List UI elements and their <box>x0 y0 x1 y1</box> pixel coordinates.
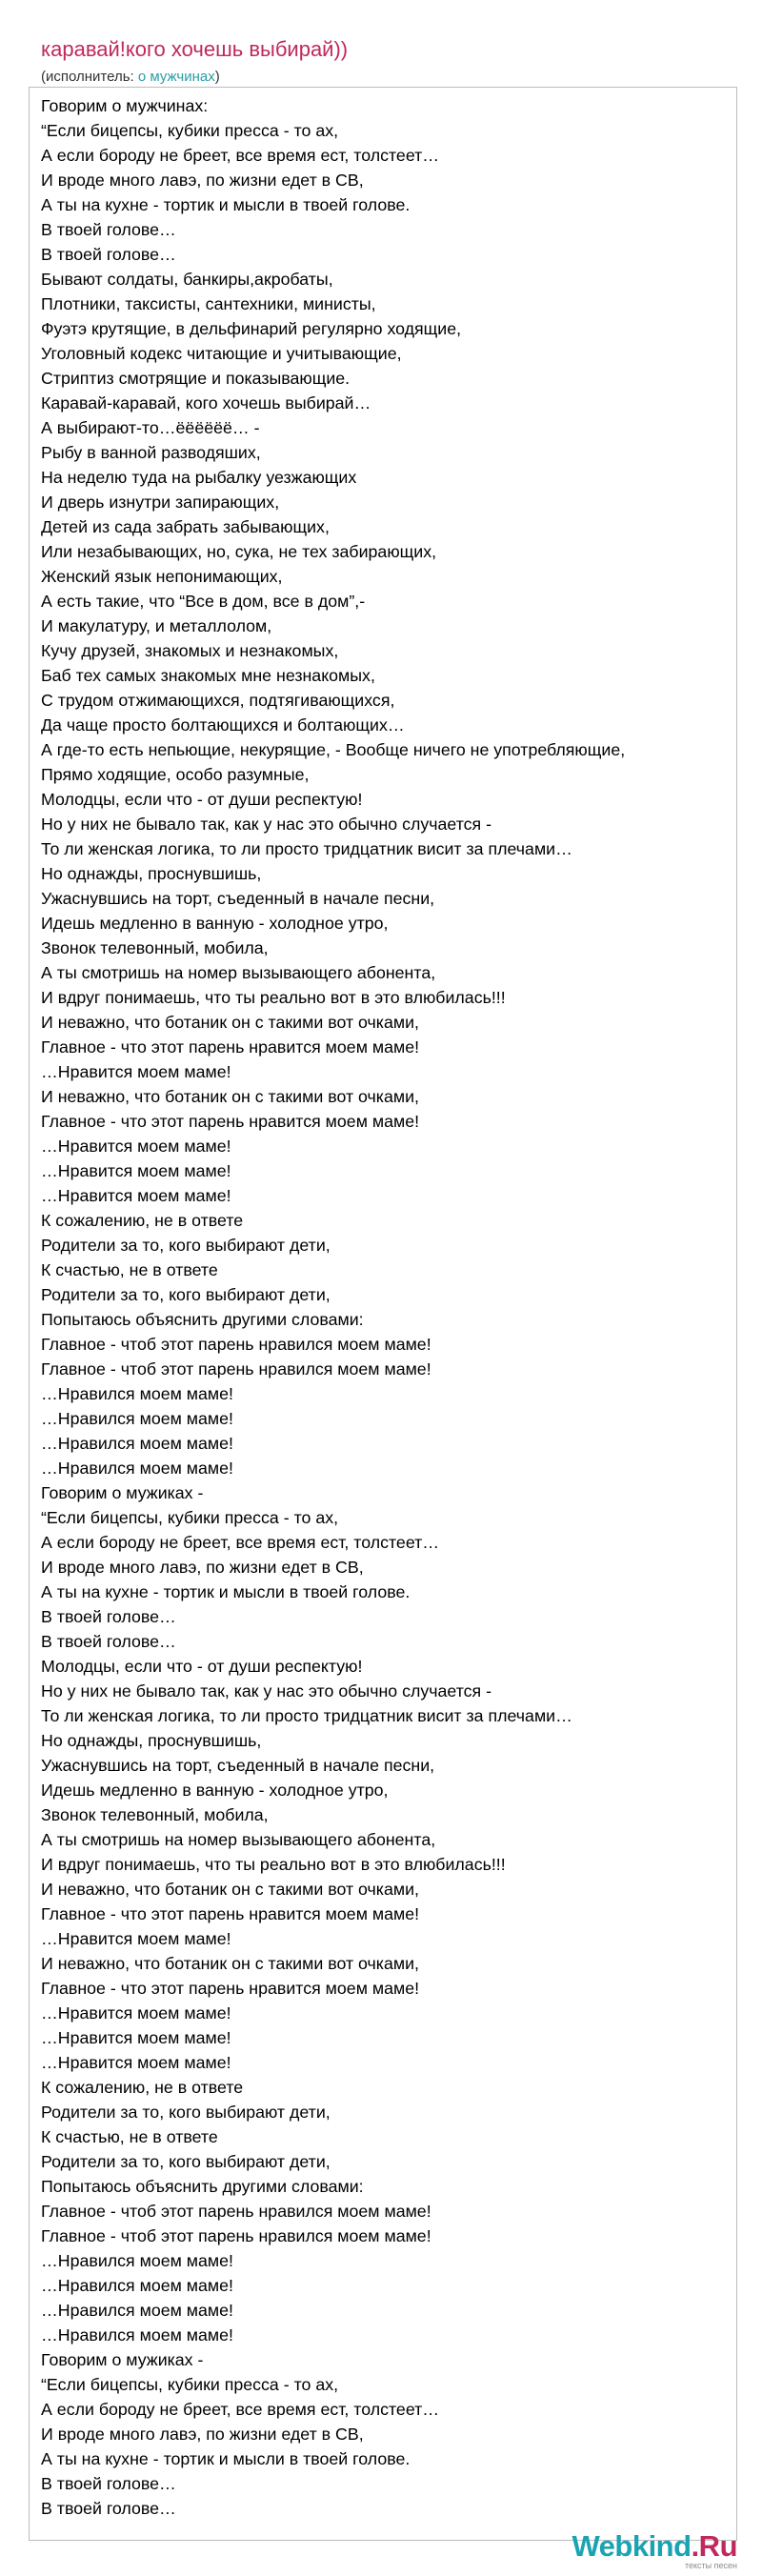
lyrics-text <box>41 93 734 2521</box>
lyric-line: То ли женская логика, то ли просто тридцатник висит за плечами… <box>41 1706 572 1725</box>
lyric-line: В твоей голове… <box>41 220 176 239</box>
lyric-line: Звонок телевонный, мобила, <box>41 938 269 957</box>
lyric-line: И неважно, что ботаник он с такими вот очками, <box>41 1880 419 1899</box>
lyric-line: И вдруг понимаешь, что ты реально вот в это влюбилась!!! <box>41 1855 506 1874</box>
lyric-line: То ли женская логика, то ли просто тридцатник висит за плечами… <box>41 839 572 858</box>
lyric-line: К счастью, не в ответе <box>41 1260 218 1279</box>
lyric-line: …Нравился моем маме! <box>41 1434 233 1453</box>
lyric-line: И макулатуру, и металлолом, <box>41 616 272 635</box>
lyric-line: А если бороду не бреет, все время ест, толстеет… <box>41 2400 440 2419</box>
lyric-line: А есть такие, что “Все в дом, все в дом”,- <box>41 592 366 611</box>
lyric-line: Бывают солдаты, банкиры,акробаты, <box>41 270 333 289</box>
site-logo[interactable] <box>572 2530 737 2570</box>
lyric-line: И вроде много лавэ, по жизни едет в СВ, <box>41 2425 364 2444</box>
lyric-line: …Нравился моем маме! <box>41 1384 233 1403</box>
lyric-line: С трудом отжимающихся, подтягивающихся, <box>41 691 395 710</box>
lyric-line: …Нравится моем маме! <box>41 1137 231 1156</box>
lyric-line: Говорим о мужчинах: <box>41 96 209 115</box>
lyric-line: К сожалению, не в ответе <box>41 1211 244 1230</box>
lyric-line: Идешь медленно в ванную - холодное утро, <box>41 1781 389 1800</box>
lyric-line: Но однажды, проснувшишь, <box>41 1731 262 1750</box>
lyric-line: И неважно, что ботаник он с такими вот очками, <box>41 1013 419 1032</box>
lyric-line: Говорим о мужиках - <box>41 2350 204 2369</box>
lyric-line: Родители за то, кого выбирают дети, <box>41 1285 331 1304</box>
lyric-line: …Нравится моем маме! <box>41 2003 231 2023</box>
lyric-line: Женский язык непонимающих, <box>41 567 283 586</box>
lyric-line: А ты смотришь на номер вызывающего абонента, <box>41 963 436 982</box>
lyric-line: Стриптиз смотрящие и показывающие. <box>41 369 351 388</box>
lyric-line: И вдруг понимаешь, что ты реально вот в это влюбилась!!! <box>41 988 506 1007</box>
lyric-line: …Нравится моем маме! <box>41 2028 231 2047</box>
lyric-line: Ужаснувшись на торт, съеденный в начале песни, <box>41 889 435 908</box>
lyric-line: Ужаснувшись на торт, съеденный в начале песни, <box>41 1756 435 1775</box>
lyric-line: “Если бицепсы, кубики пресса - то ах, <box>41 121 339 140</box>
lyric-line: А если бороду не бреет, все время ест, толстеет… <box>41 146 440 165</box>
lyric-line: И неважно, что ботаник он с такими вот очками, <box>41 1087 419 1106</box>
lyric-line: Попытаюсь объяснить другими словами: <box>41 2177 364 2196</box>
lyric-line: …Нравится моем маме! <box>41 1929 231 1948</box>
lyric-line: И вроде много лавэ, по жизни едет в СВ, <box>41 1558 364 1577</box>
lyric-line: “Если бицепсы, кубики пресса - то ах, <box>41 2375 339 2394</box>
lyric-line: Но однажды, проснувшишь, <box>41 864 262 883</box>
song-title: каравай!кого хочешь выбирай)) <box>41 37 349 61</box>
lyric-line: Да чаще просто болтающихся и болтающих… <box>41 715 405 735</box>
lyric-line: В твоей голове… <box>41 1607 176 1626</box>
lyric-line: Главное - что этот парень нравится моем маме! <box>41 1979 420 1998</box>
lyric-line: К сожалению, не в ответе <box>41 2078 244 2097</box>
lyric-line: …Нравится моем маме! <box>41 1161 231 1180</box>
logo-brand: Webkind <box>572 2529 692 2563</box>
lyric-line: Или незабывающих, но, сука, не тех забирающих, <box>41 542 437 561</box>
lyric-line: Главное - что этот парень нравится моем маме! <box>41 1112 420 1131</box>
lyric-line: А где-то есть непьющие, некурящие, - Вообще ничего не употребляющие, <box>41 740 626 759</box>
lyric-line: Говорим о мужиках - <box>41 1483 204 1502</box>
lyric-line: Попытаюсь объяснить другими словами: <box>41 1310 364 1329</box>
lyric-line: Плотники, таксисты, сантехники, министы, <box>41 294 376 313</box>
lyric-line: …Нравится моем маме! <box>41 1062 231 1081</box>
lyric-line: …Нравился моем маме! <box>41 1409 233 1428</box>
lyric-line: В твоей голове… <box>41 1632 176 1651</box>
lyric-line: А ты на кухне - тортик и мысли в твоей голове. <box>41 1582 411 1601</box>
lyric-line: Рыбу в ванной разводяших, <box>41 443 261 462</box>
lyric-line: А ты смотришь на номер вызывающего абонента, <box>41 1830 436 1849</box>
lyric-line: Молодцы, если что - от души респектую! <box>41 790 363 809</box>
lyric-line: Но у них не бывало так, как у нас это обычно случается - <box>41 815 492 834</box>
lyric-line: В твоей голове… <box>41 2474 176 2493</box>
logo-tagline: тексты песен <box>684 2561 737 2570</box>
lyric-line: Идешь медленно в ванную - холодное утро, <box>41 914 389 933</box>
lyric-line: Уголовный кодекс читающие и учитывающие, <box>41 344 402 363</box>
lyric-line: Фуэтэ крутящие, в дельфинарий регулярно ходящие, <box>41 319 462 338</box>
lyric-line: А ты на кухне - тортик и мысли в твоей голове. <box>41 2449 411 2468</box>
lyric-line: А выбирают-то…ёёёёёё… - <box>41 418 260 437</box>
lyric-line: И вроде много лавэ, по жизни едет в СВ, <box>41 171 364 190</box>
lyric-line: …Нравился моем маме! <box>41 2251 233 2270</box>
lyric-line: И дверь изнутри запирающих, <box>41 493 280 512</box>
lyric-line: Детей из сада забрать забывающих, <box>41 517 330 536</box>
lyric-line: Молодцы, если что - от души респектую! <box>41 1657 363 1676</box>
logo-tld: .Ru <box>691 2529 737 2563</box>
lyric-line: Родители за то, кого выбирают дети, <box>41 2103 331 2122</box>
artist-line <box>41 68 220 87</box>
lyric-line: На неделю туда на рыбалку уезжающих <box>41 468 357 487</box>
artist-prefix: (исполнитель: <box>41 69 138 85</box>
lyric-line: Главное - что этот парень нравится моем маме! <box>41 1904 420 1923</box>
lyric-line: “Если бицепсы, кубики пресса - то ах, <box>41 1508 339 1527</box>
lyric-line: Кучу друзей, знакомых и незнакомых, <box>41 641 339 660</box>
lyric-line: Каравай-каравай, кого хочешь выбирай… <box>41 393 371 413</box>
lyric-line: Родители за то, кого выбирают дети, <box>41 2152 331 2171</box>
lyric-line: В твоей голове… <box>41 2499 176 2518</box>
lyric-line: А если бороду не бреет, все время ест, толстеет… <box>41 1533 440 1552</box>
lyric-line: …Нравился моем маме! <box>41 2276 233 2295</box>
lyric-line: Родители за то, кого выбирают дети, <box>41 1236 331 1255</box>
lyric-line: А ты на кухне - тортик и мысли в твоей голове. <box>41 195 411 214</box>
lyric-line: Прямо ходящие, особо разумные, <box>41 765 310 784</box>
lyric-line: Главное - чтоб этот парень нравился моем маме! <box>41 2226 431 2245</box>
lyric-line: В твоей голове… <box>41 245 176 264</box>
lyric-line: И неважно, что ботаник он с такими вот очками, <box>41 1954 419 1973</box>
lyric-line: Но у них не бывало так, как у нас это обычно случается - <box>41 1681 492 1701</box>
artist-link[interactable]: о мужчинах <box>137 69 215 85</box>
lyric-line: Звонок телевонный, мобила, <box>41 1805 269 1824</box>
lyric-line: …Нравился моем маме! <box>41 2301 233 2320</box>
artist-suffix: ) <box>214 69 220 85</box>
lyric-line: Баб тех самых знакомых мне незнакомых, <box>41 666 375 685</box>
lyric-line: Главное - чтоб этот парень нравился моем маме! <box>41 1359 431 1379</box>
lyric-line: Главное - чтоб этот парень нравился моем маме! <box>41 1335 431 1354</box>
lyric-line: Главное - что этот парень нравится моем маме! <box>41 1037 420 1057</box>
lyric-line: К счастью, не в ответе <box>41 2127 218 2146</box>
lyric-line: …Нравится моем маме! <box>41 2053 231 2072</box>
lyric-line: …Нравился моем маме! <box>41 1459 233 1478</box>
lyric-line: …Нравится моем маме! <box>41 1186 231 1205</box>
lyric-line: Главное - чтоб этот парень нравился моем маме! <box>41 2202 431 2221</box>
lyric-line: …Нравился моем маме! <box>41 2325 233 2345</box>
